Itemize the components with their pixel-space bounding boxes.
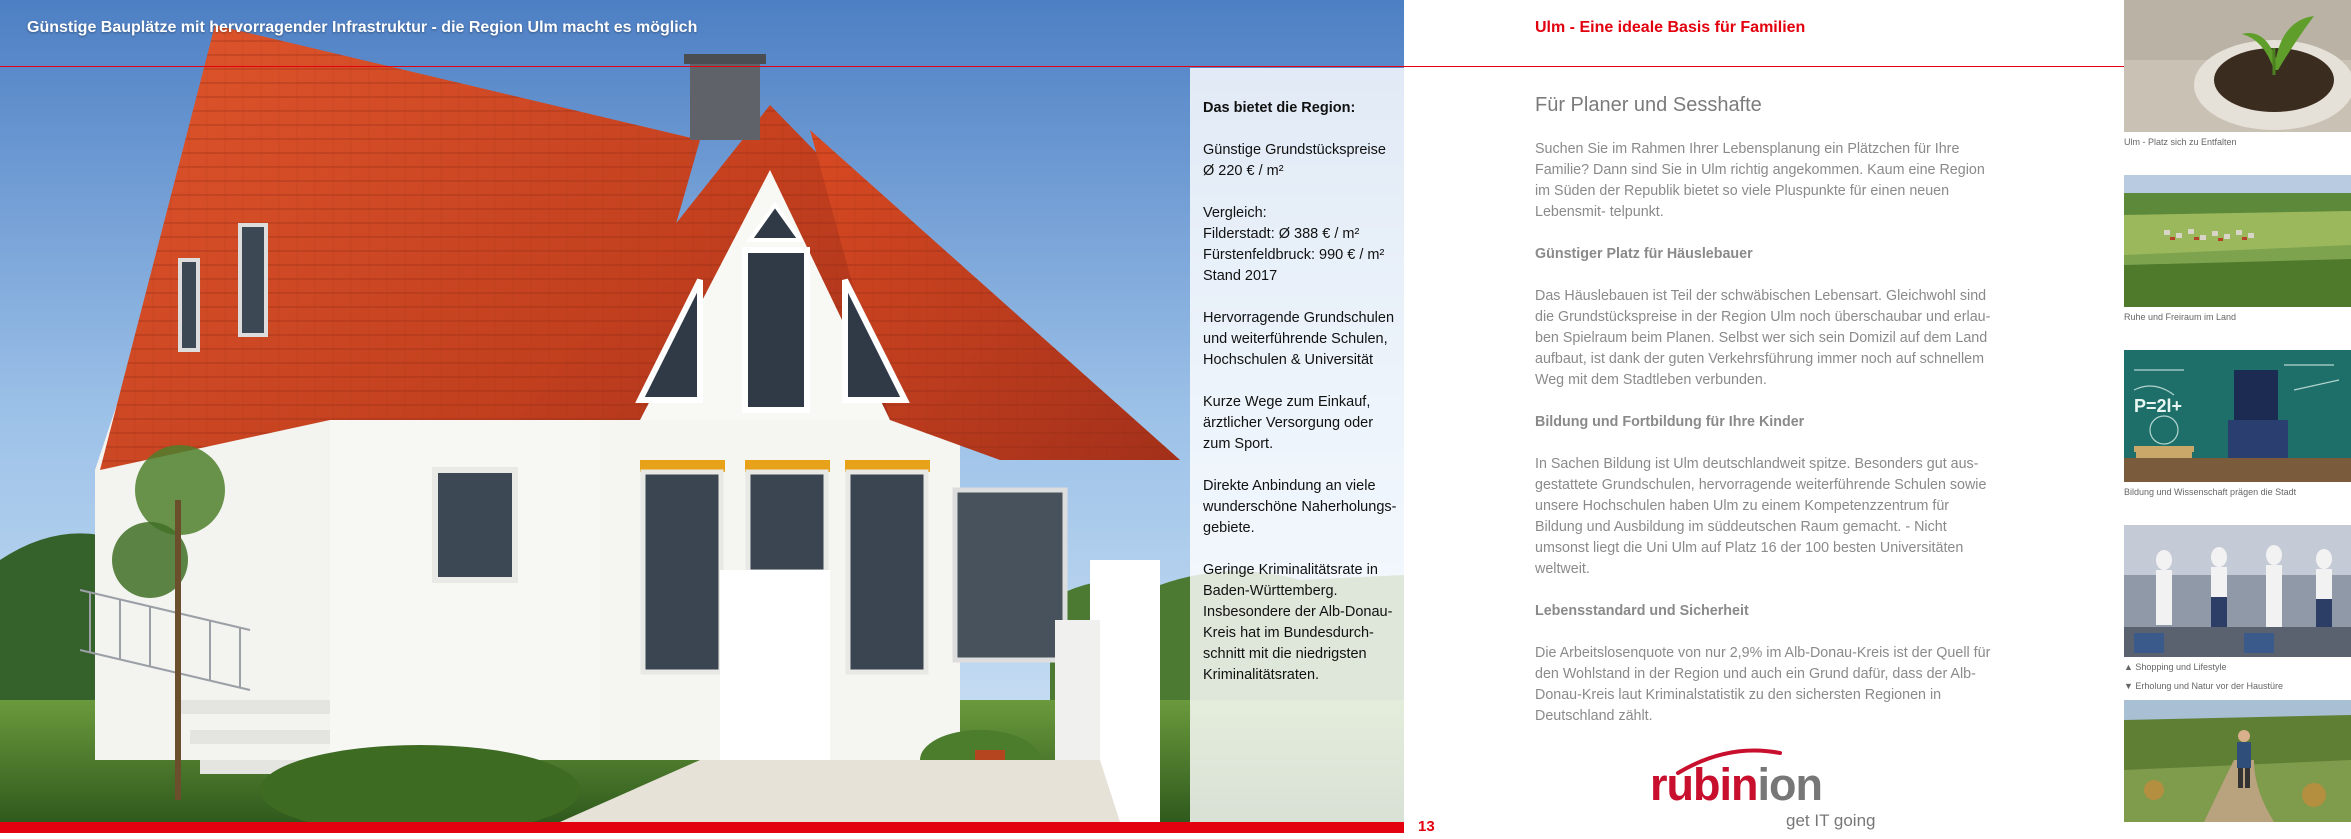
logo-part-rubin: rubin — [1650, 759, 1758, 810]
right-page-title: Ulm - Eine ideale Basis für Familien — [1535, 19, 1806, 36]
section-heading-education: Bildung und Fortbildung für Ihre Kinder — [1535, 414, 1805, 430]
thumb-landscape — [2124, 175, 2351, 307]
landscape-image — [2124, 175, 2351, 307]
logo-part-ion: ion — [1757, 759, 1822, 810]
caption-landscape: Ruhe und Freiraum im Land — [2124, 312, 2237, 322]
section-body-safety: Die Arbeitslosenquote von nur 2,9% im Alb-Donau-Kreis ist der Quell für den Wohlstand in der Region und auch ein Grund dafür, dass der Alb-Donau-Kreis laut Kriminalstatistik zu den sichersten Regionen in Deutschland zählt. — [1535, 645, 1991, 724]
region-block-prices: Günstige Grundstückspreise Ø 220 € / m² — [1203, 142, 1386, 179]
section-body-building: Das Häuslebauen ist Teil der schwäbischen Lebensart. Gleichwohl sind die Grundstückspreise in der Region Ulm noch überschaubar und erlau- ben Spielraum beim Planen. Selbst wer sich sein Domizil auf dem Land aufbaut, ist dank der guten Verkehrsführung immer noch auf schnellem Weg mit dem Stadtleben verbunden. — [1535, 288, 1991, 388]
section-heading-building: Günstiger Platz für Häuslebauer — [1535, 246, 1753, 262]
thumb-education — [2124, 350, 2351, 482]
region-block-comparison: Vergleich: Filderstadt: Ø 388 € / m² Fürstenfeldbruck: 990 € / m² Stand 2017 — [1203, 205, 1385, 284]
logo-tagline: get IT going — [1786, 811, 1876, 830]
article-heading: Für Planer und Sesshafte — [1535, 94, 1762, 116]
section-body-education: In Sachen Bildung ist Ulm deutschlandweit spitze. Besonders gut aus- gestattete Grundschulen, hervorragende weiterführende Schulen sowie unsere Hochschulen haben Ulm zu einem Kompetenzzentrum für Bildung und Ausbildung im süddeutschen Raum gemacht. - Nicht umsonst liegt die Uni Ulm auf Platz 16 der 100 besten Universitäten weltweit. — [1535, 456, 1987, 577]
caption-shopping: ▲ Shopping und Lifestyle — [2124, 662, 2227, 672]
seedling-image — [2124, 0, 2351, 132]
region-block-recreation: Direkte Anbindung an viele wunderschöne Naherholungs- gebiete. — [1203, 478, 1397, 536]
shopping-image — [2124, 525, 2351, 657]
caption-nature: ▼ Erholung und Natur vor der Haustüre — [2124, 681, 2283, 691]
footer-bar — [0, 822, 1404, 833]
hiking-image — [2124, 700, 2351, 822]
region-block-safety: Geringe Kriminalitätsrate in Baden-Württemberg. Insbesondere der Alb-Donau- Kreis hat im Bundesdurch- schnitt mit die niedrigsten Kriminalitätsraten. — [1203, 562, 1393, 683]
article — [1535, 92, 1997, 748]
education-image — [2124, 350, 2351, 482]
section-heading-safety: Lebensstandard und Sicherheit — [1535, 603, 1749, 619]
region-block-schools: Hervorragende Grundschulen und weiterführende Schulen, Hochschulen & Universität — [1203, 310, 1395, 368]
thumb-seedling — [2124, 0, 2351, 132]
caption-seedling: Ulm - Platz sich zu Entfalten — [2124, 137, 2237, 147]
region-heading: Das bietet die Region: — [1203, 100, 1356, 116]
rubinion-logo — [1650, 745, 1890, 839]
article-intro: Suchen Sie im Rahmen Ihrer Lebensplanung ein Plätzchen für Ihre Familie? Dann sind Sie in Ulm richtig angekommen. Kaum eine Region im Süden der Republik bietet so viele Pluspunkte für einen neuen Lebensmit- telpunkt. — [1535, 141, 1985, 220]
header-rule-right — [1404, 66, 2124, 67]
caption-education: Bildung und Wissenschaft prägen die Stadt — [2124, 487, 2297, 497]
thumb-hiking — [2124, 700, 2351, 822]
header-rule-left — [0, 66, 1404, 67]
region-facts — [1203, 98, 1399, 707]
thumb-shopping — [2124, 525, 2351, 657]
region-block-shopping: Kurze Wege zum Einkauf, ärztlicher Versorgung oder zum Sport. — [1203, 394, 1374, 452]
chalk-formula: P=2l+ — [2134, 396, 2183, 416]
left-page-title: Günstige Bauplätze mit hervorragender Infrastruktur - die Region Ulm macht es möglich — [27, 19, 698, 36]
logo-wordmark — [1650, 760, 1822, 810]
page-number: 13 — [1418, 818, 1435, 835]
